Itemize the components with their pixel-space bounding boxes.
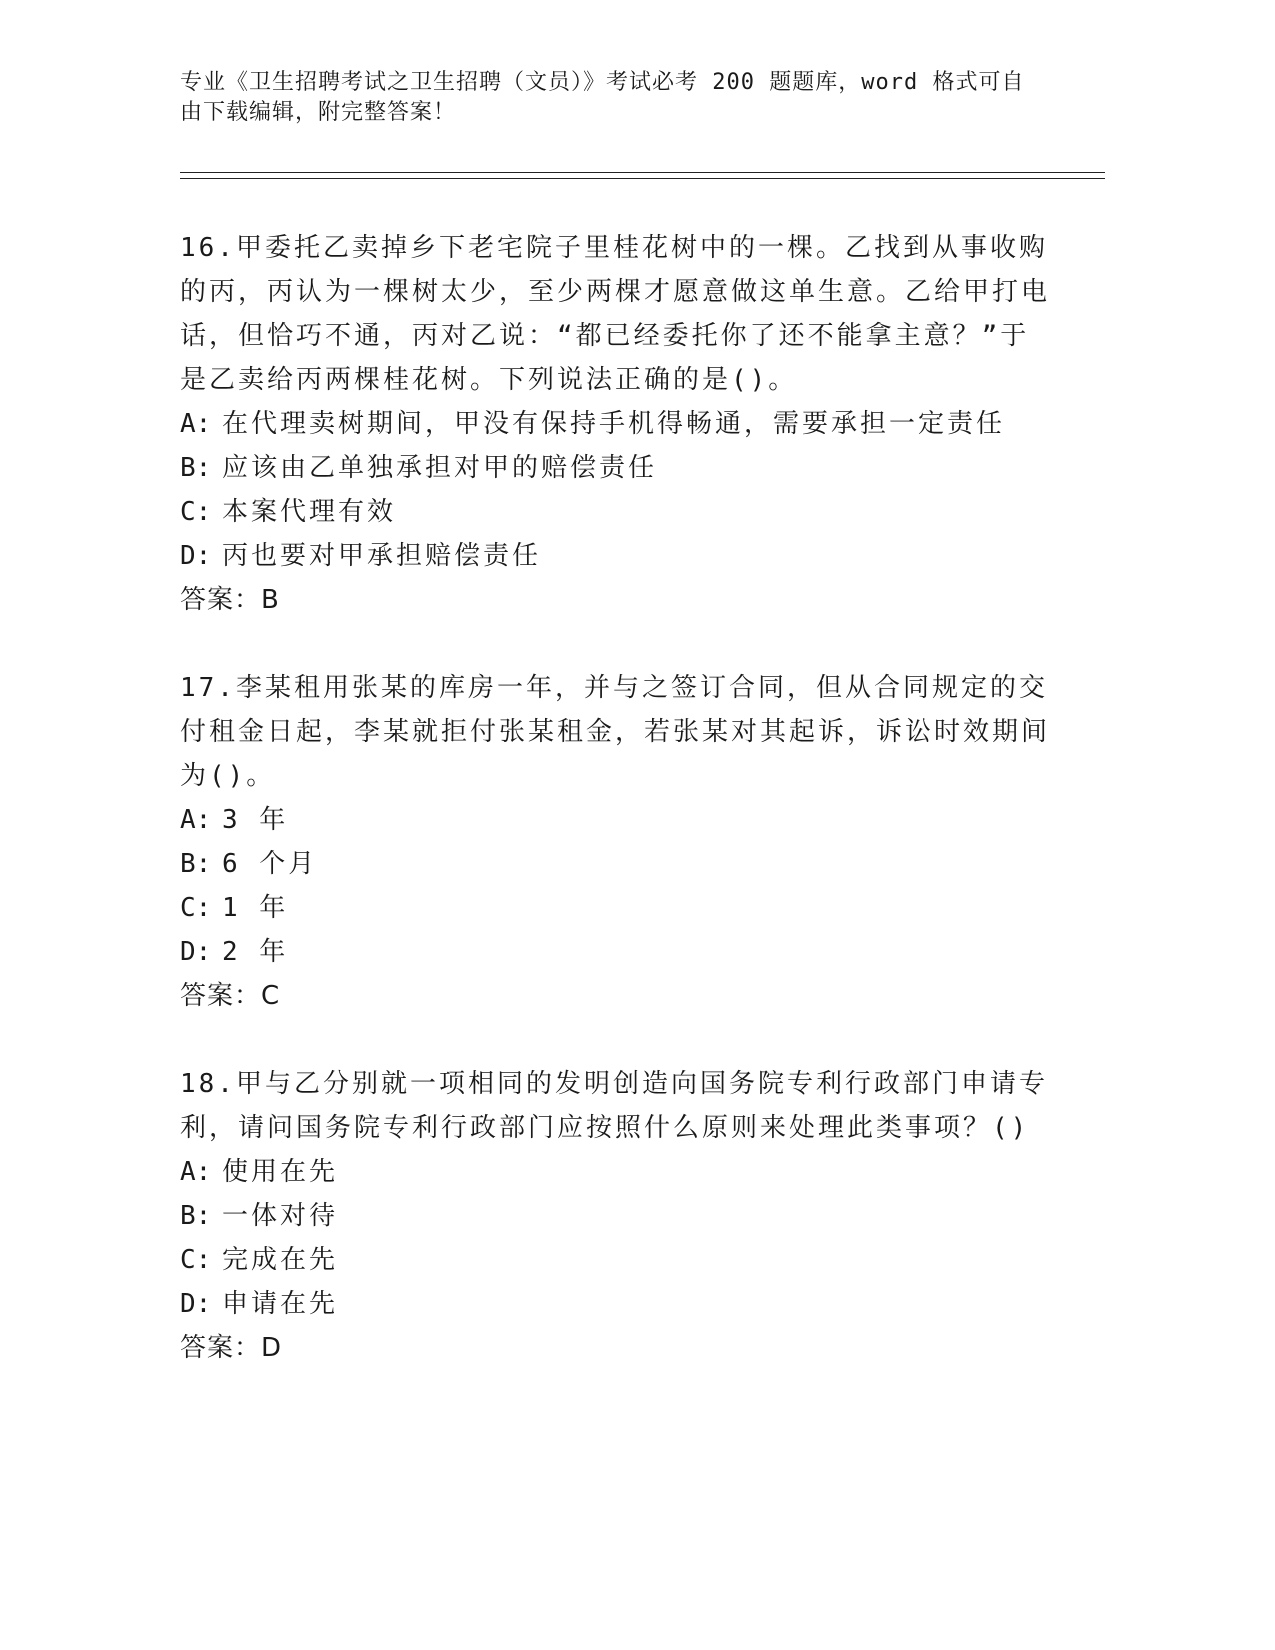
header-divider-top [180, 172, 1105, 173]
option-text: 在代理卖树期间，甲没有保持手机得畅通，需要承担一定责任 [222, 409, 1006, 439]
option-d [180, 930, 1050, 974]
option-key: C: [180, 497, 212, 527]
answer: 答案：D [180, 1333, 283, 1363]
option-text: 应该由乙单独承担对甲的赔偿责任 [222, 453, 658, 483]
option-c [180, 490, 1050, 534]
option-key: C: [180, 1245, 212, 1275]
option-text: 6 个月 [222, 849, 318, 879]
option-d [180, 1282, 1050, 1326]
document-page [180, 0, 1105, 1650]
option-a [180, 798, 1050, 842]
header-line-1: 专业《卫生招聘考试之卫生招聘（文员）》考试必考 200 题题库，word 格式可自 [180, 70, 1025, 95]
answer: 答案：C [180, 981, 281, 1011]
question-text: 16.甲委托乙卖掉乡下老宅院子里桂花树中的一棵。乙找到从事收购的丙，丙认为一棵树太少，至少两棵才愿意做这单生意。乙给甲打电话，但恰巧不通，丙对乙说：“都已经委托你了还不能拿主意？”于是乙卖给丙两棵桂花树。下列说法正确的是()。 [180, 233, 1051, 395]
option-b [180, 1194, 1050, 1238]
option-key: A: [180, 409, 212, 439]
option-key: D: [180, 1289, 212, 1319]
question-list [180, 226, 1050, 1414]
option-b [180, 842, 1050, 886]
document-header [180, 68, 1030, 128]
option-text: 申请在先 [222, 1289, 339, 1319]
answer: 答案：B [180, 585, 280, 615]
option-key: B: [180, 849, 212, 879]
option-c [180, 1238, 1050, 1282]
option-a [180, 402, 1050, 446]
option-key: D: [180, 937, 212, 967]
option-key: A: [180, 1157, 212, 1187]
option-text: 3 年 [222, 805, 289, 835]
option-key: C: [180, 893, 212, 923]
question-17 [180, 666, 1050, 1018]
option-c [180, 886, 1050, 930]
option-key: A: [180, 805, 212, 835]
option-text: 一体对待 [222, 1201, 339, 1231]
question-text: 17.李某租用张某的库房一年，并与之签订合同，但从合同规定的交付租金日起，李某就拒付张某租金，若张某对其起诉，诉讼时效期间为()。 [180, 673, 1051, 791]
option-d [180, 534, 1050, 578]
option-text: 完成在先 [222, 1245, 339, 1275]
option-key: B: [180, 453, 212, 483]
option-text: 1 年 [222, 893, 289, 923]
question-18 [180, 1062, 1050, 1370]
option-text: 丙也要对甲承担赔偿责任 [222, 541, 542, 571]
option-a [180, 1150, 1050, 1194]
header-line-2: 由下载编辑，附完整答案！ [180, 100, 457, 125]
option-key: D: [180, 541, 212, 571]
question-text: 18.甲与乙分别就一项相同的发明创造向国务院专利行政部门申请专利，请问国务院专利行政部门应按照什么原则来处理此类事项？() [180, 1069, 1048, 1143]
question-16 [180, 226, 1050, 622]
option-key: B: [180, 1201, 212, 1231]
option-text: 使用在先 [222, 1157, 339, 1187]
option-b [180, 446, 1050, 490]
option-text: 2 年 [222, 937, 289, 967]
option-text: 本案代理有效 [222, 497, 397, 527]
header-divider-bottom [180, 178, 1105, 179]
